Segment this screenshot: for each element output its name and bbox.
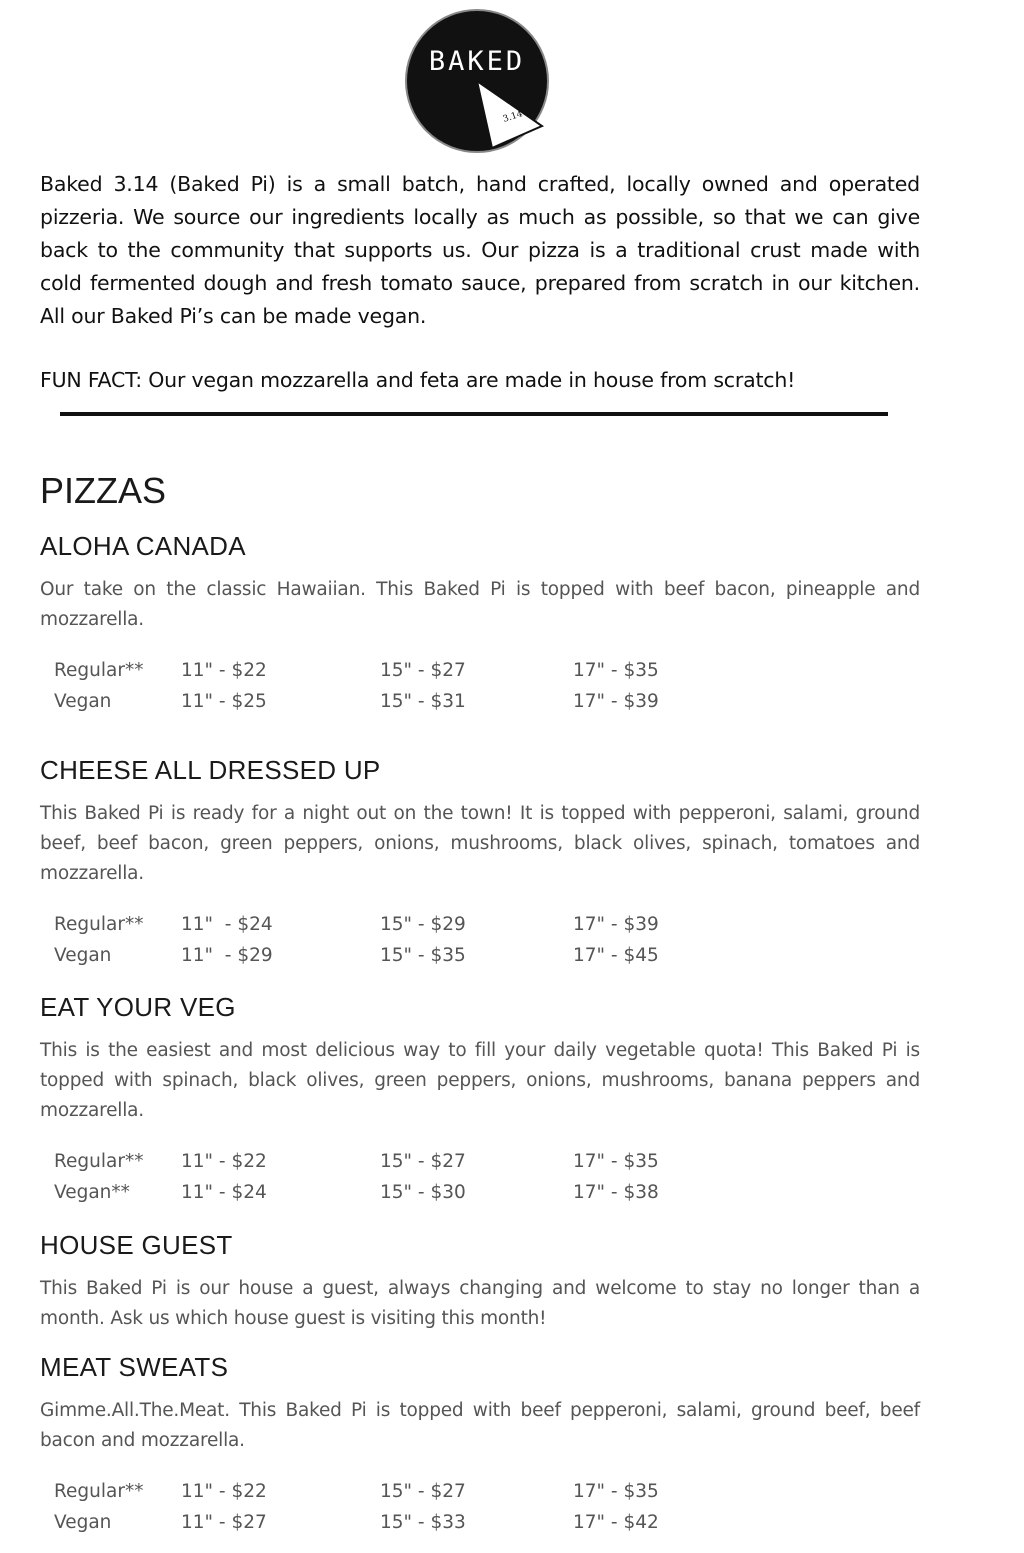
price-large: 17" - $35 — [573, 660, 659, 681]
price-row — [40, 1476, 920, 1507]
price-row — [40, 686, 920, 717]
pizza-name: MEAT SWEATS — [40, 1352, 229, 1382]
price-table — [40, 909, 920, 971]
divider — [60, 412, 888, 416]
price-small: 11" - $24 — [181, 914, 273, 935]
price-row — [40, 1177, 920, 1208]
pizza-item — [40, 755, 920, 971]
price-large: 17" - $45 — [573, 945, 659, 966]
price-medium: 15" - $33 — [380, 1512, 466, 1533]
price-table — [40, 1146, 920, 1208]
pizza-item — [40, 1352, 920, 1538]
intro-paragraph: Baked 3.14 (Baked Pi) is a small batch, hand crafted, locally owned and operated pizzeria. We source our ingredients locally as much as possible, so that we can give back to the community that supports us. Our pizza is a traditional crust made with cold fermented dough and fresh tomato sauce, prepared from scratch in our kitchen. All our Baked Pi’s can be made vegan. — [40, 172, 920, 328]
price-small: 11" - $29 — [181, 945, 273, 966]
pizza-description: Our take on the classic Hawaiian. This Baked Pi is topped with beef bacon, pineapple and mozzarella. — [40, 579, 920, 630]
baked-logo — [404, 8, 550, 154]
price-medium: 15" - $27 — [380, 1151, 466, 1172]
price-table — [40, 1476, 920, 1538]
logo-number: 3.14 — [501, 109, 524, 125]
price-small: 11" - $22 — [181, 1481, 267, 1502]
pizza-item — [40, 1230, 920, 1334]
price-label: Regular** — [54, 1481, 144, 1502]
price-label: Vegan — [54, 945, 112, 966]
pizza-name: CHEESE ALL DRESSED UP — [40, 755, 381, 785]
price-large: 17" - $35 — [573, 1151, 659, 1172]
price-row — [40, 1507, 920, 1538]
price-medium: 15" - $35 — [380, 945, 466, 966]
pizza-item — [40, 531, 920, 717]
price-large: 17" - $39 — [573, 914, 659, 935]
price-small: 11" - $22 — [181, 660, 267, 681]
price-medium: 15" - $27 — [380, 1481, 466, 1502]
pizza-name: EAT YOUR VEG — [40, 992, 236, 1022]
pizza-name: ALOHA CANADA — [40, 531, 246, 561]
pizza-description: This Baked Pi is ready for a night out on the town! It is topped with pepperoni, salami, ground beef, beef bacon, green peppers, onions, mushrooms, black olives, spinach, tomatoes and mozzarella. — [40, 803, 920, 884]
price-large: 17" - $39 — [573, 691, 659, 712]
price-small: 11" - $24 — [181, 1182, 267, 1203]
price-large: 17" - $38 — [573, 1182, 659, 1203]
price-small: 11" - $27 — [181, 1512, 267, 1533]
price-label: Regular** — [54, 914, 144, 935]
section-title: PIZZAS — [40, 470, 167, 511]
price-label: Vegan — [54, 691, 112, 712]
pizza-description: This Baked Pi is our house a guest, always changing and welcome to stay no longer than a month. Ask us which house guest is visiting this month! — [40, 1278, 920, 1329]
price-medium: 15" - $29 — [380, 914, 466, 935]
price-large: 17" - $35 — [573, 1481, 659, 1502]
price-medium: 15" - $27 — [380, 660, 466, 681]
logo-word: BAKED — [428, 46, 526, 77]
pizza-description: Gimme.All.The.Meat. This Baked Pi is topped with beef pepperoni, salami, ground beef, beef bacon and mozzarella. — [40, 1400, 920, 1451]
price-small: 11" - $25 — [181, 691, 267, 712]
price-medium: 15" - $31 — [380, 691, 466, 712]
price-label: Regular** — [54, 1151, 144, 1172]
price-row — [40, 940, 920, 971]
price-row — [40, 1146, 920, 1177]
price-label: Vegan** — [54, 1182, 130, 1203]
price-label: Regular** — [54, 660, 144, 681]
price-table — [40, 655, 920, 717]
price-label: Vegan — [54, 1512, 112, 1533]
pizza-description: This is the easiest and most delicious way to fill your daily vegetable quota! This Baked Pi is topped with spinach, black olives, green peppers, onions, mushrooms, banana peppers and mozzarella. — [40, 1040, 920, 1121]
price-large: 17" - $42 — [573, 1512, 659, 1533]
price-row — [40, 909, 920, 940]
price-row — [40, 655, 920, 686]
pizza-item — [40, 992, 920, 1208]
price-small: 11" - $22 — [181, 1151, 267, 1172]
price-medium: 15" - $30 — [380, 1182, 466, 1203]
pizza-name: HOUSE GUEST — [40, 1230, 233, 1260]
fun-fact: FUN FACT: Our vegan mozzarella and feta are made in house from scratch! — [40, 368, 796, 392]
